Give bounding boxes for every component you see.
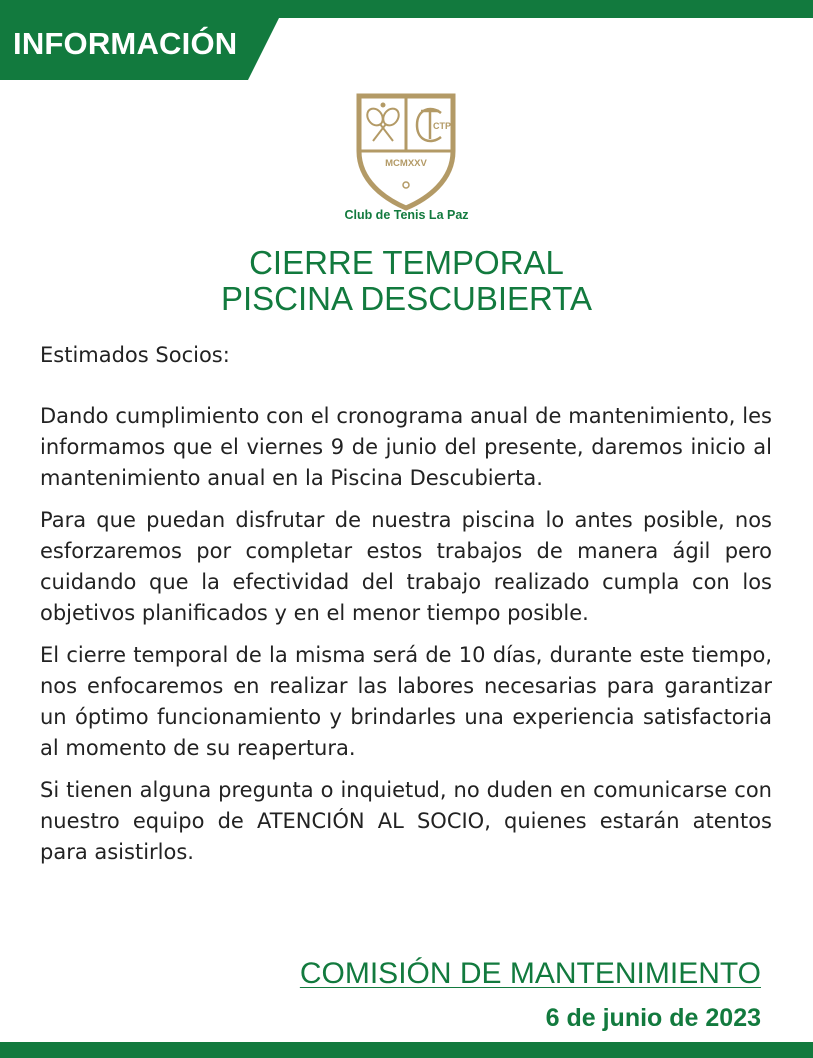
paragraph-4: Si tienen alguna pregunta o inquietud, no duden en comunicarse con nuestro equipo de ATENCIÓN AL SOCIO, quienes estarán atentos para asistirlos. xyxy=(40,778,772,864)
club-logo xyxy=(355,93,457,211)
club-crest-icon xyxy=(355,93,457,211)
title-line-2: PISCINA DESCUBIERTA xyxy=(220,280,593,317)
paragraph-2: Para que puedan disfrutar de nuestra piscina lo antes posible, nos esforzaremos por completar estos trabajos de manera ágil pero cuidando que la efectividad del trabajo realizado cumpla con los objetivos planificados y en el menor tiempo posible. xyxy=(40,508,772,625)
signature: COMISIÓN DE MANTENIMIENTO xyxy=(299,957,761,990)
header-label: INFORMACIÓN xyxy=(13,26,238,61)
title-line-1: CIERRE TEMPORAL xyxy=(249,244,564,281)
club-name: Club de Tenis La Paz xyxy=(344,208,469,222)
date: 6 de junio de 2023 xyxy=(545,1004,761,1032)
letter-body xyxy=(40,340,772,879)
logo-year: MCMXXV xyxy=(385,158,427,169)
greeting: Estimados Socios: xyxy=(40,343,230,367)
footer-band xyxy=(0,1042,813,1058)
logo-monogram: CTP xyxy=(433,121,451,131)
paragraph-1: Dando cumplimiento con el cronograma anual de mantenimiento, les informamos que el viernes 9 de junio del presente, daremos inicio al mantenimiento anual en la Piscina Descubierta. xyxy=(40,404,772,490)
header-band xyxy=(0,0,813,80)
paragraph-3: El cierre temporal de la misma será de 10 días, durante este tiempo, nos enfocaremos en realizar las labores necesarias para garantizar un óptimo funcionamiento y brindarles una experiencia satisfactoria al momento de su reapertura. xyxy=(40,643,772,760)
page-title xyxy=(0,245,813,317)
